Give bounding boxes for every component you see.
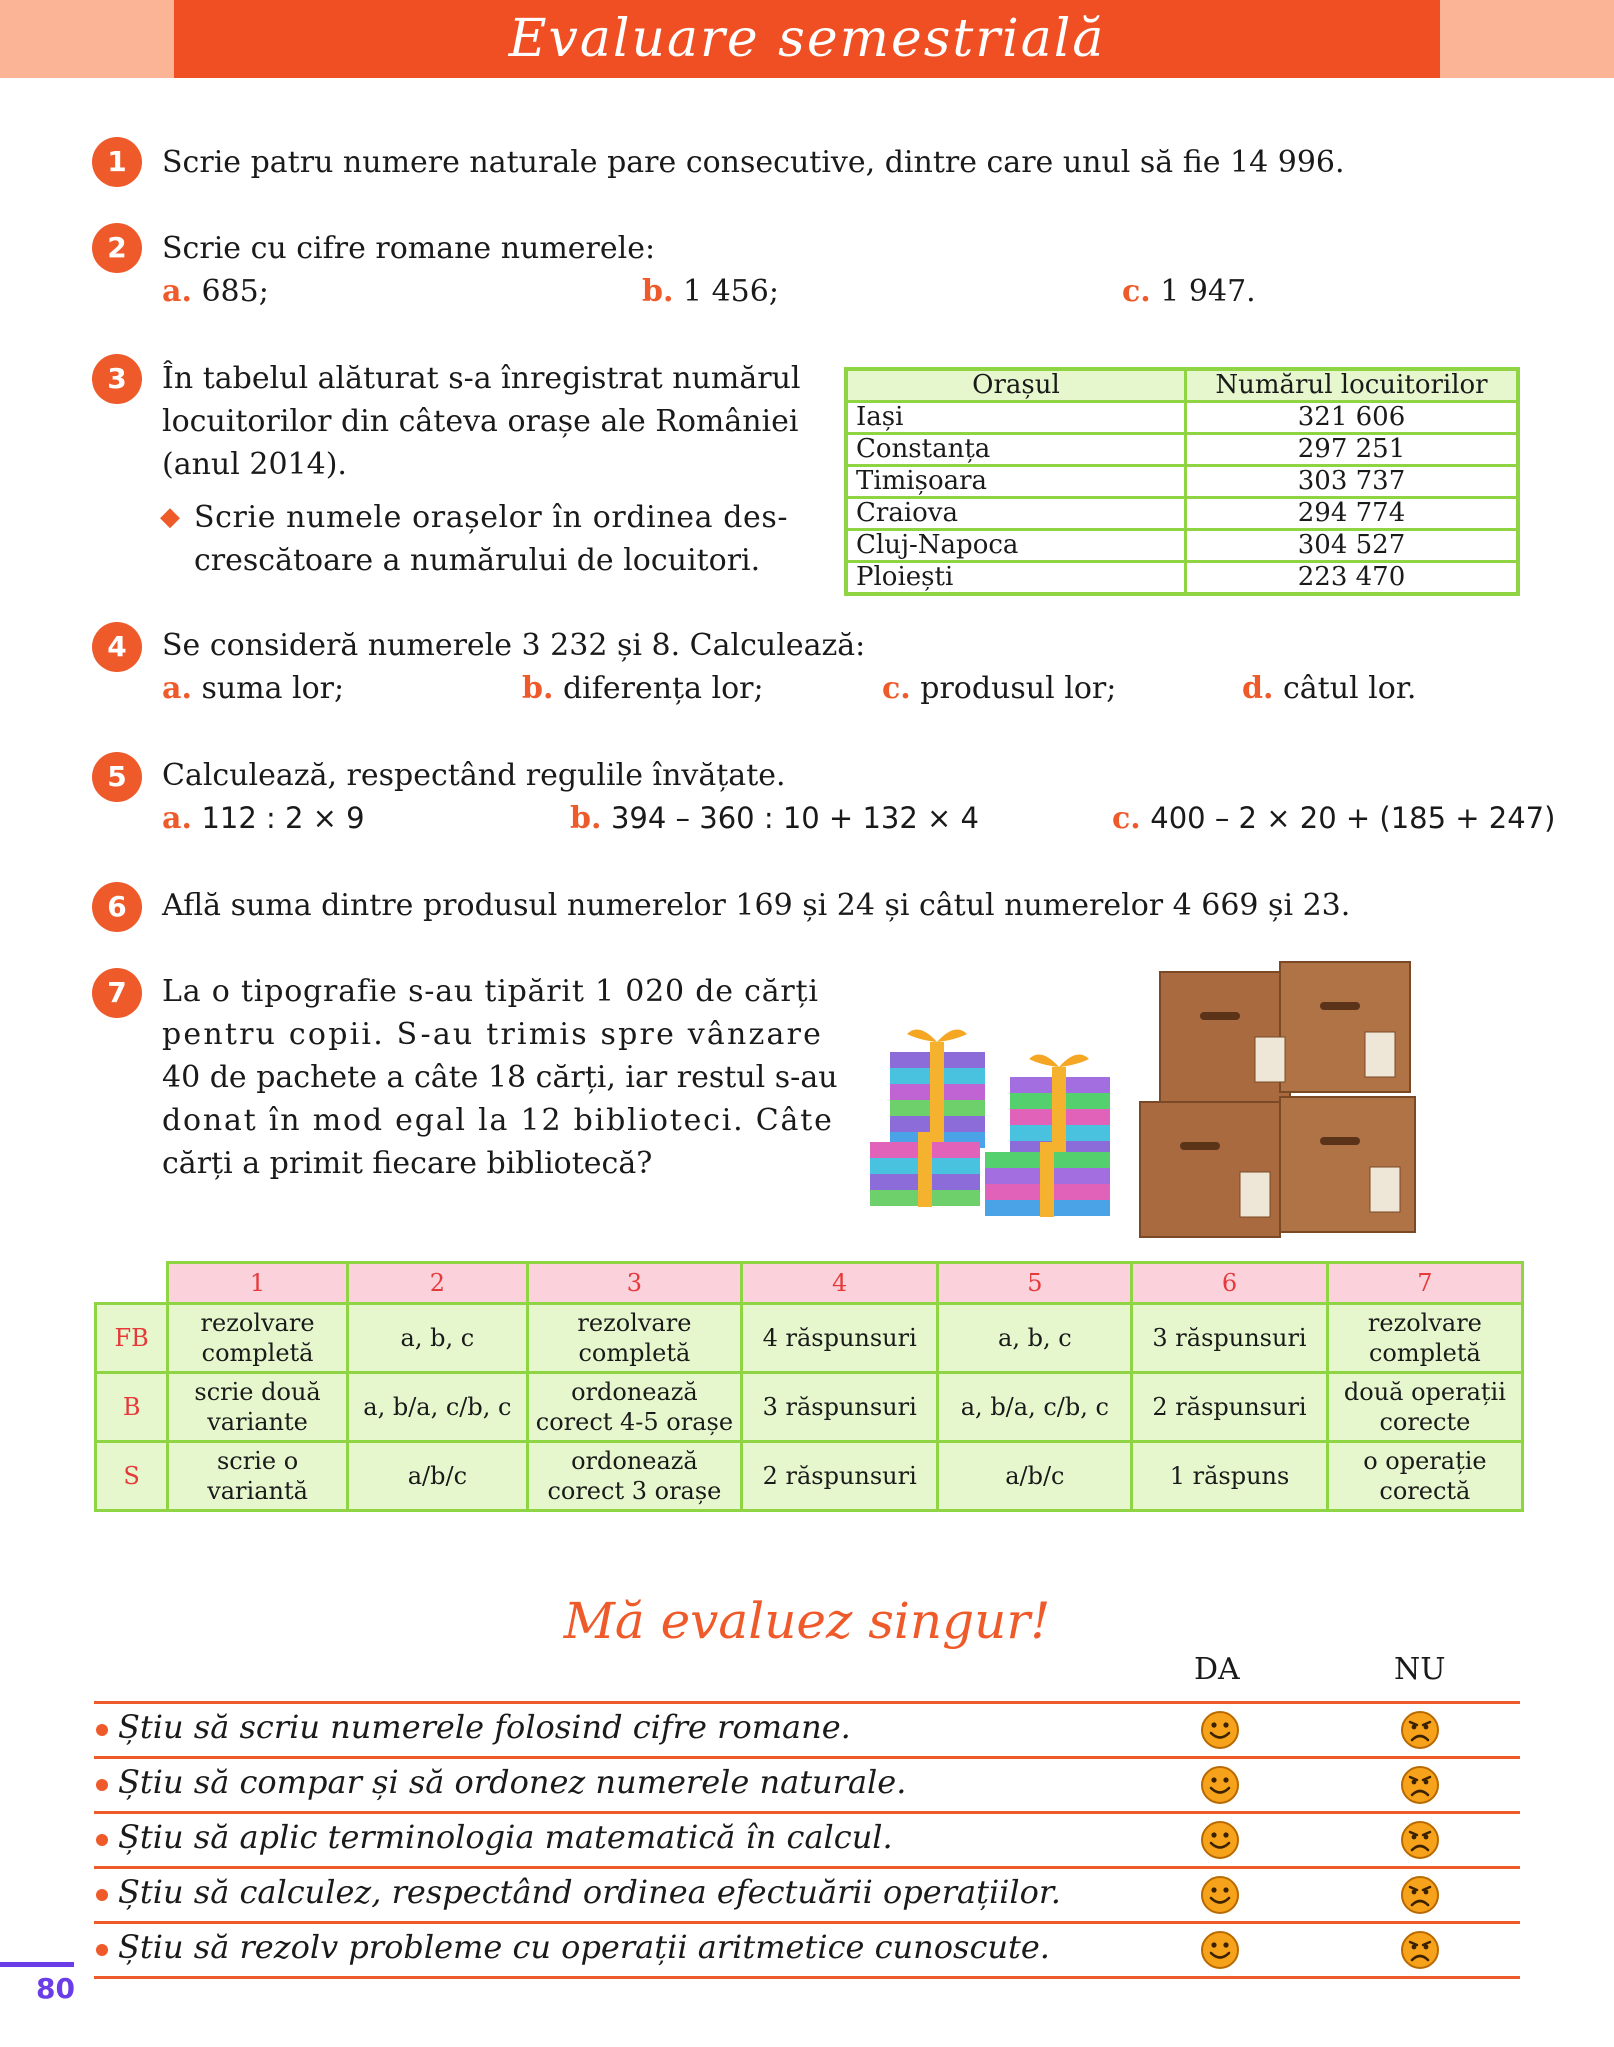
grid-cell: rezolvare completă <box>168 1304 348 1373</box>
city-cell: Iași <box>846 402 1186 434</box>
row-divider <box>94 1701 1520 1704</box>
population-cell: 303 737 <box>1186 466 1519 498</box>
table-row <box>846 434 1518 466</box>
grid-cell: 2 răspunsuri <box>1132 1373 1328 1442</box>
self-eval-item: Știu să rezolv probleme cu operații aritmetice cunoscute. <box>96 1928 1050 1966</box>
grid-cell: 4 răspunsuri <box>741 1304 938 1373</box>
evaluation-grid <box>94 1261 1524 1512</box>
grid-cell: ordonează corect 4-5 orașe <box>527 1373 741 1442</box>
row-divider <box>94 1756 1520 1759</box>
grid-cell: rezolvare completă <box>1327 1304 1522 1373</box>
exercise-4-c: c. produsul lor; <box>882 671 1117 706</box>
population-cell: 223 470 <box>1186 562 1519 595</box>
grid-cell: scrie o variantă <box>168 1442 348 1511</box>
self-eval-item: Știu să compar și să ordonez numerele naturale. <box>96 1763 906 1801</box>
self-eval-title: Mă evaluez singur! <box>563 1592 1051 1650</box>
self-eval-item: Știu să aplic terminologia matematică în calcul. <box>96 1818 893 1856</box>
smiley-icon[interactable] <box>1200 1875 1240 1915</box>
population-cell: 321 606 <box>1186 402 1519 434</box>
smiley-icon[interactable] <box>1200 1765 1240 1805</box>
grid-row-b <box>96 1373 1523 1442</box>
grid-corner <box>96 1263 168 1304</box>
grid-column-header: 7 <box>1327 1263 1522 1304</box>
grid-header-row <box>96 1263 1523 1304</box>
table-row <box>846 402 1518 434</box>
grid-column-header: 5 <box>938 1263 1132 1304</box>
grid-cell: 1 răspuns <box>1132 1442 1328 1511</box>
population-cell: 294 774 <box>1186 498 1519 530</box>
exercise-5-c: c. 400 – 2 × 20 + (185 + 247) <box>1112 801 1556 836</box>
exercise-2-b: b. 1 456; <box>642 274 779 309</box>
header-right-band <box>1440 0 1614 78</box>
grid-cell: a, b/a, c/b, c <box>938 1373 1132 1442</box>
grid-column-header: 1 <box>168 1263 348 1304</box>
column-header: Orașul <box>846 369 1186 402</box>
grid-column-header: 2 <box>347 1263 527 1304</box>
grid-cell: două operații corecte <box>1327 1373 1522 1442</box>
exercise-1-text: Scrie patru numere naturale pare consecutive, dintre care unul să fie 14 996. <box>162 145 1345 180</box>
grid-cell: scrie două variante <box>168 1373 348 1442</box>
population-cell: 304 527 <box>1186 530 1519 562</box>
table-header-row <box>846 369 1518 402</box>
header-left-band <box>0 0 174 78</box>
frown-icon[interactable] <box>1400 1875 1440 1915</box>
bullet-icon <box>96 1889 108 1901</box>
level-label: B <box>96 1373 168 1442</box>
table-row <box>846 562 1518 595</box>
smiley-icon[interactable] <box>1200 1930 1240 1970</box>
exercise-number: 5 <box>92 752 142 802</box>
row-divider <box>94 1921 1520 1924</box>
table-row <box>846 530 1518 562</box>
grid-column-header: 3 <box>527 1263 741 1304</box>
exercise-number: 2 <box>92 223 142 273</box>
level-label: S <box>96 1442 168 1511</box>
grid-row-s <box>96 1442 1523 1511</box>
exercise-3-line: În tabelul alăturat s-a înregistrat numărul <box>162 361 801 396</box>
exercise-3-task: crescătoare a numărului de locuitori. <box>194 543 761 578</box>
frown-icon[interactable] <box>1400 1765 1440 1805</box>
grid-cell: a/b/c <box>347 1442 527 1511</box>
exercise-4-d: d. câtul lor. <box>1242 671 1417 706</box>
exercise-number: 3 <box>92 354 142 404</box>
grid-cell: a/b/c <box>938 1442 1132 1511</box>
exercise-number: 4 <box>92 622 142 672</box>
grid-cell: 2 răspunsuri <box>741 1442 938 1511</box>
exercise-7-line: 40 de pachete a câte 18 cărți, iar restul s-au <box>162 1060 838 1095</box>
books-and-boxes-illustration <box>860 952 1420 1242</box>
grid-cell: a, b, c <box>938 1304 1132 1373</box>
frown-icon[interactable] <box>1400 1710 1440 1750</box>
population-cell: 297 251 <box>1186 434 1519 466</box>
city-cell: Constanța <box>846 434 1186 466</box>
self-eval-item: Știu să scriu numerele folosind cifre romane. <box>96 1708 851 1746</box>
grid-cell: ordonează corect 3 orașe <box>527 1442 741 1511</box>
table-row <box>846 498 1518 530</box>
no-column-header: NU <box>1394 1652 1446 1687</box>
diamond-bullet-icon: ◆ <box>160 502 180 532</box>
smiley-icon[interactable] <box>1200 1820 1240 1860</box>
exercise-7-line: pentru copii. S-au trimis spre vânzare <box>162 1017 824 1052</box>
exercise-7-line: donat în mod egal la 12 biblioteci. Câte <box>162 1103 834 1138</box>
grid-column-header: 4 <box>741 1263 938 1304</box>
row-divider <box>94 1866 1520 1869</box>
exercise-7-line: cărți a primit fiecare bibliotecă? <box>162 1146 653 1181</box>
bullet-icon <box>96 1779 108 1791</box>
exercise-number: 6 <box>92 882 142 932</box>
level-label: FB <box>96 1304 168 1373</box>
page-number-bar <box>0 1962 74 1967</box>
exercise-4-b: b. diferența lor; <box>522 671 764 706</box>
exercise-2-text: Scrie cu cifre romane numerele: <box>162 231 656 266</box>
city-cell: Ploiești <box>846 562 1186 595</box>
exercise-number: 1 <box>92 137 142 187</box>
self-eval-item: Știu să calculez, respectând ordinea efectuării operațiilor. <box>96 1873 1061 1911</box>
page-title: Evaluare semestrială <box>508 9 1106 69</box>
cardboard-boxes-icon <box>1140 962 1415 1237</box>
column-header: Numărul locuitorilor <box>1186 369 1519 402</box>
exercise-3-line: locuitorilor din câteva orașe ale României <box>162 404 799 439</box>
page-number: 80 <box>36 1972 75 2005</box>
exercise-5-a: a. 112 : 2 × 9 <box>162 801 365 836</box>
table-row <box>846 466 1518 498</box>
exercise-3-task: Scrie numele orașelor în ordinea des- <box>194 500 789 535</box>
frown-icon[interactable] <box>1400 1930 1440 1970</box>
exercise-5-text: Calculează, respectând regulile învățate. <box>162 758 786 793</box>
bullet-icon <box>96 1834 108 1846</box>
exercise-6-text: Află suma dintre produsul numerelor 169 și 24 și câtul numerelor 4 669 și 23. <box>162 888 1351 923</box>
exercise-3-line: (anul 2014). <box>162 447 347 482</box>
grid-cell: o operație corectă <box>1327 1442 1522 1511</box>
frown-icon[interactable] <box>1400 1820 1440 1860</box>
exercise-2-a: a. 685; <box>162 274 269 309</box>
bullet-icon <box>96 1724 108 1736</box>
row-divider <box>94 1976 1520 1979</box>
exercise-7-line: La o tipografie s-au tipărit 1 020 de cărți <box>162 974 819 1009</box>
city-cell: Cluj-Napoca <box>846 530 1186 562</box>
grid-cell: 3 răspunsuri <box>1132 1304 1328 1373</box>
grid-cell: rezolvare completă <box>527 1304 741 1373</box>
row-divider <box>94 1811 1520 1814</box>
city-cell: Timișoara <box>846 466 1186 498</box>
grid-cell: a, b/a, c/b, c <box>347 1373 527 1442</box>
cities-table <box>844 367 1520 596</box>
exercise-5-b: b. 394 – 360 : 10 + 132 × 4 <box>570 801 979 836</box>
exercise-number: 7 <box>92 968 142 1018</box>
yes-column-header: DA <box>1194 1652 1240 1687</box>
smiley-icon[interactable] <box>1200 1710 1240 1750</box>
bullet-icon <box>96 1944 108 1956</box>
exercise-2-c: c. 1 947. <box>1122 274 1256 309</box>
book-stacks-icon <box>870 1030 1110 1218</box>
grid-row-fb <box>96 1304 1523 1373</box>
city-cell: Craiova <box>846 498 1186 530</box>
exercise-4-a: a. suma lor; <box>162 671 345 706</box>
grid-column-header: 6 <box>1132 1263 1328 1304</box>
grid-cell: a, b, c <box>347 1304 527 1373</box>
grid-cell: 3 răspunsuri <box>741 1373 938 1442</box>
exercise-4-text: Se consideră numerele 3 232 și 8. Calculează: <box>162 628 866 663</box>
